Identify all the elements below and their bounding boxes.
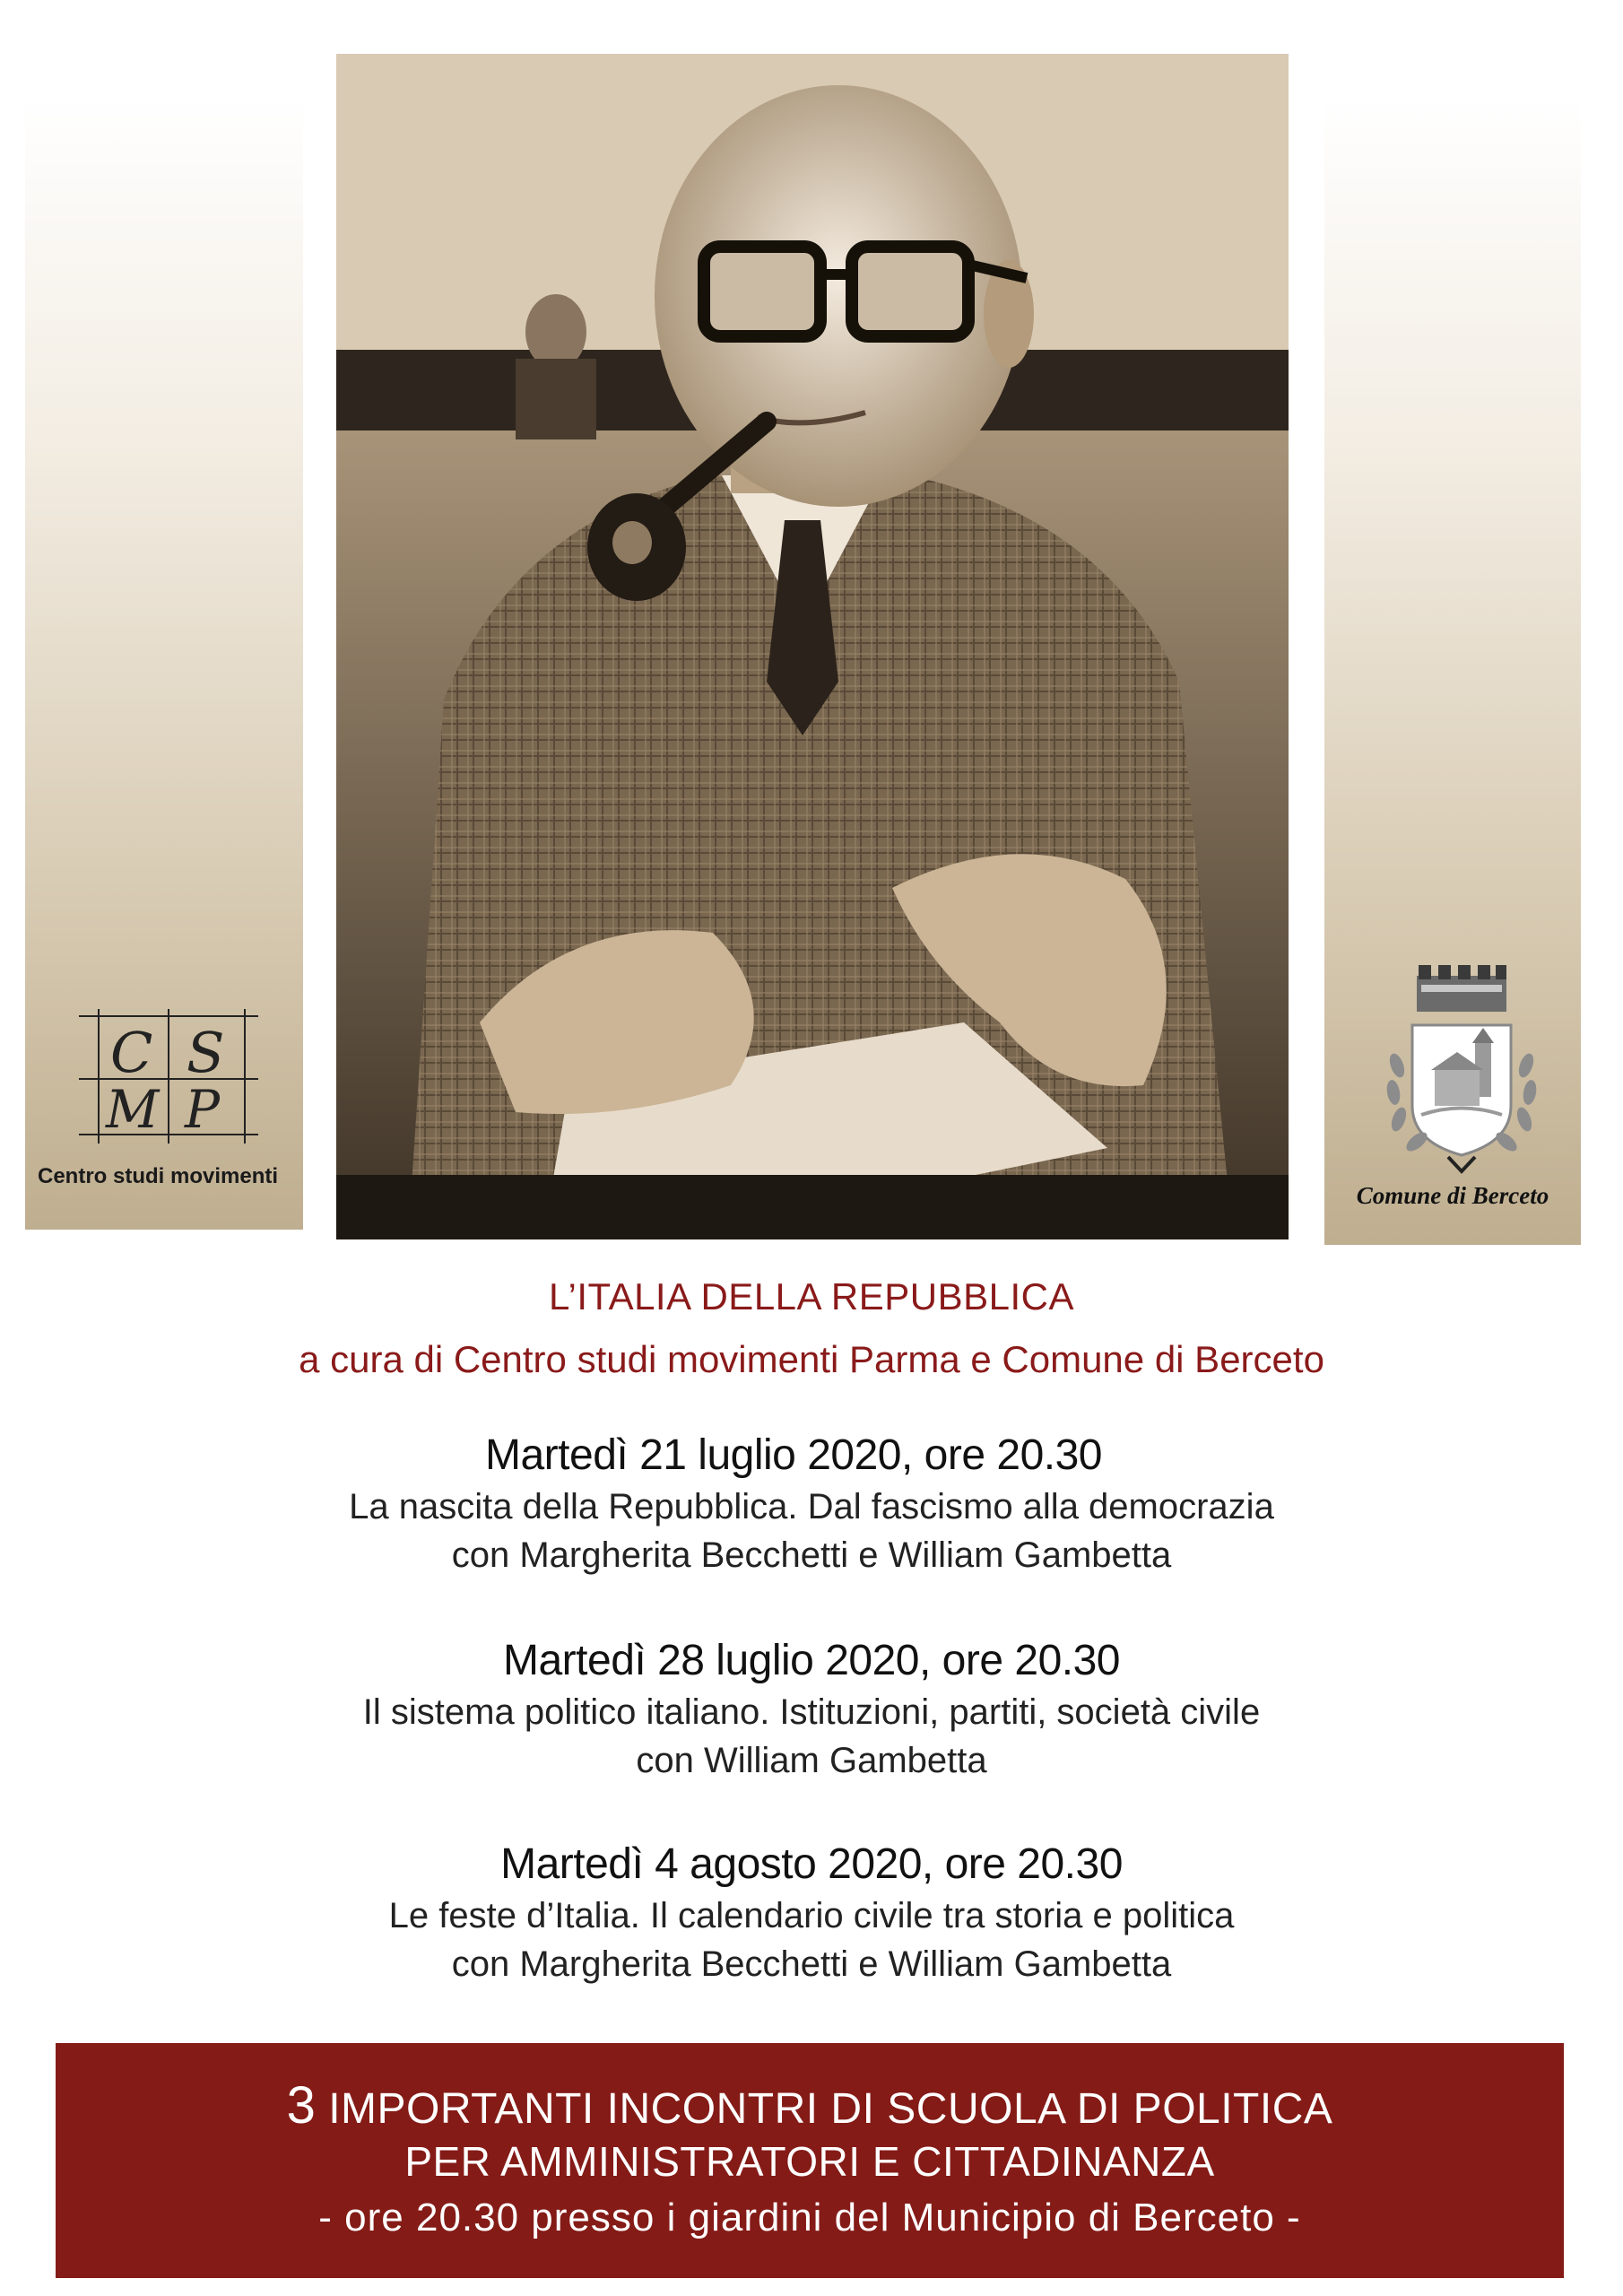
csmp-caption: Centro studi movimenti bbox=[38, 1164, 279, 1188]
event-item bbox=[0, 1838, 1623, 1988]
event-date: Martedì 28 luglio 2020, ore 20.30 bbox=[503, 1637, 1120, 1684]
event-date: Martedì 21 luglio 2020, ore 20.30 bbox=[485, 1431, 1102, 1479]
page-title: L’ITALIA DELLA REPUBBLICA bbox=[548, 1275, 1074, 1318]
portrait-photo bbox=[336, 54, 1289, 1239]
event-speakers: con Margherita Becchetti e William Gambetta bbox=[451, 1535, 1172, 1575]
csmp-logo bbox=[79, 1009, 258, 1144]
csmp-letter-s: S bbox=[187, 1020, 225, 1085]
portrait-photo-icon bbox=[336, 54, 1289, 1239]
comune-caption: Comune di Berceto bbox=[1356, 1182, 1549, 1209]
csmp-letter-c: C bbox=[110, 1020, 153, 1085]
csmp-letter-p: P bbox=[185, 1079, 221, 1140]
event-speakers: con William Gambetta bbox=[636, 1741, 987, 1780]
page-subtitle: a cura di Centro studi movimenti Parma e Comune di Berceto bbox=[299, 1338, 1324, 1380]
event-item bbox=[0, 1429, 1623, 1579]
event-topic: Il sistema politico italiano. Istituzioni, partiti, società civile bbox=[362, 1692, 1261, 1732]
csmp-letter-m: M bbox=[106, 1079, 160, 1140]
banner-number: 3 bbox=[286, 2076, 317, 2135]
banner-line-1 bbox=[56, 2075, 1564, 2135]
banner-line-2: PER AMMINISTRATORI E CITTADINANZA bbox=[404, 2138, 1215, 2185]
banner-line-3: - ore 20.30 presso i giardini del Municipio di Berceto - bbox=[318, 2196, 1301, 2239]
berceto-coat-of-arms-icon bbox=[1372, 958, 1551, 1178]
event-item bbox=[0, 1634, 1623, 1785]
event-speakers: con Margherita Becchetti e William Gambetta bbox=[451, 1944, 1172, 1984]
event-topic: La nascita della Repubblica. Dal fascismo alla democrazia bbox=[349, 1487, 1274, 1526]
bottom-banner bbox=[56, 2043, 1564, 2278]
event-date: Martedì 4 agosto 2020, ore 20.30 bbox=[500, 1840, 1123, 1888]
event-topic: Le feste d’Italia. Il calendario civile tra storia e politica bbox=[388, 1896, 1235, 1935]
banner-headline: IMPORTANTI INCONTRI DI SCUOLA DI POLITICA bbox=[328, 2085, 1333, 2133]
